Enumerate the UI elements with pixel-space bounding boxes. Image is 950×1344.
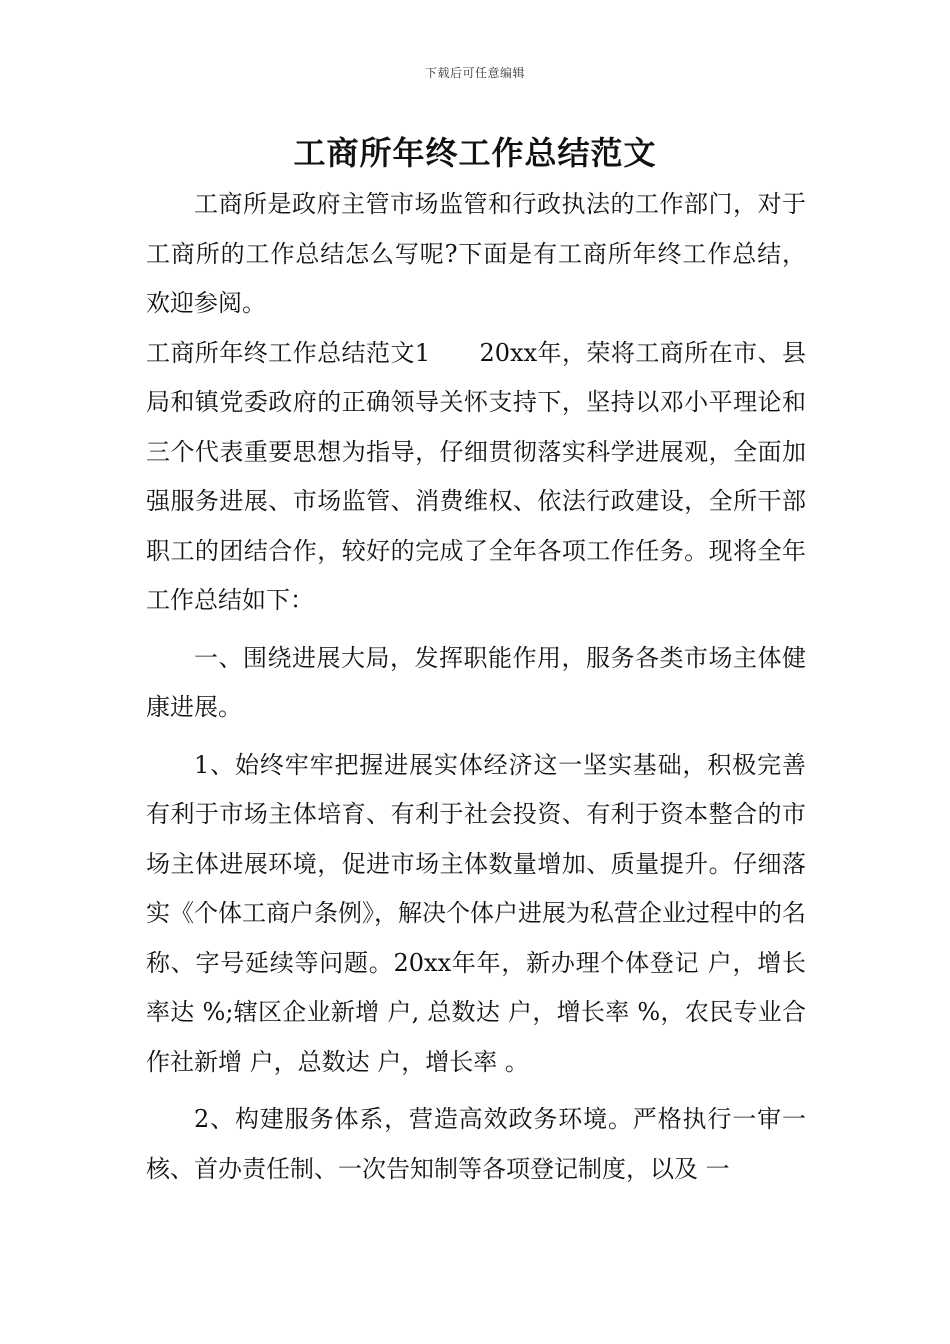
document-title: 工商所年终工作总结范文 [293, 134, 657, 172]
header-note: 下载后可任意编辑 [424, 66, 525, 80]
heading-paragraph: 一、围绕进展大局，发挥职能作用，服务各类市场主体健康进展。 [146, 643, 806, 721]
item-paragraph-2: 2、构建服务体系，营造高效政务环境。严格执行一审一核、首办责任制、一次告知制等各项登记制度，以及 一 [146, 1105, 806, 1183]
section-paragraph: 工商所年终工作总结范文1 20xx年，荣将工商所在市、县局和镇党委政府的正确领导关怀支持下，坚持以邓小平理论和三个代表重要思想为指导，仔细贯彻落实科学进展观，全面加强服务进展、市场监管、消费维权、依法行政建设，全所干部职工的团结合作，较好的完成了全年各项工作任务。现将全年工作总结如下： [146, 338, 806, 614]
intro-paragraph: 工商所是政府主管市场监管和行政执法的工作部门，对于工商所的工作总结怎么写呢?下面是有工商所年终工作总结，欢迎参阅。 [146, 190, 806, 317]
item-paragraph-1: 1、始终牢牢把握进展实体经济这一坚实基础，积极完善有利于市场主体培育、有利于社会投资、有利于资本整合的市场主体进展环境，促进市场主体数量增加、质量提升。仔细落实《个体工商户条例》，解决个体户进展为私营企业过程中的名称、字号延续等问题。20xx年年，新办理个体登记 户，增长率达 %;辖区企业新增 户, 总数达 户，增长率 %，农民专业合作社新增 户，总数达 户，增长率 。 [146, 750, 806, 1076]
document-body [146, 180, 806, 1194]
